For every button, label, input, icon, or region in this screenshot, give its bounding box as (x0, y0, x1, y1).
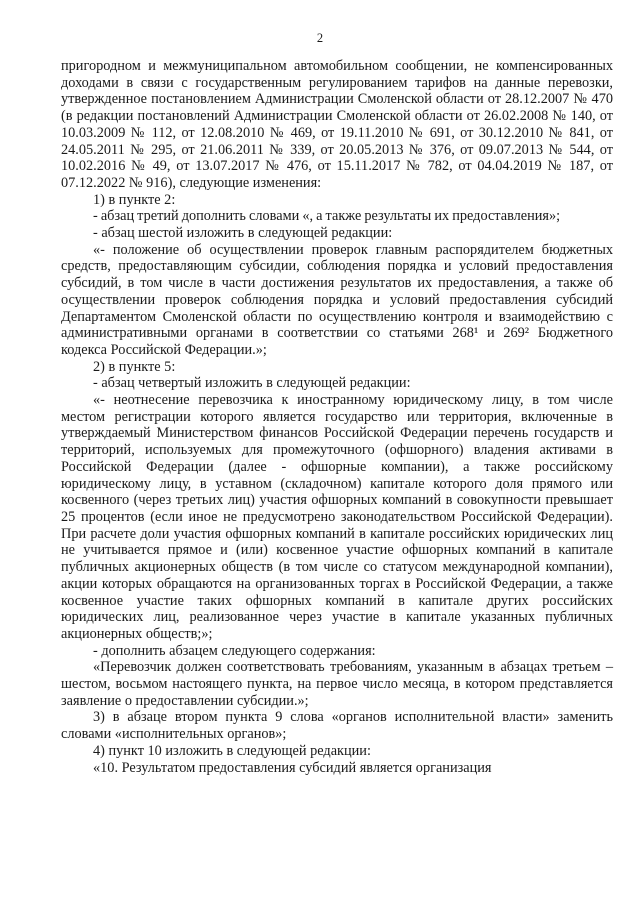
paragraph-amend-4: - абзац четвертый изложить в следующей редакции: (93, 375, 411, 392)
paragraph-amend-3: - абзац третий дополнить словами «, а также результаты их предоставления»; (93, 208, 561, 225)
paragraph-quote-carrier: «Перевозчик должен соответствовать требованиям, указанным в абзацах третьем – шестом, восьмом настоящего пункта, на первое число месяца, в котором представляется заявление о предоставлении субсидии.»; (61, 659, 613, 709)
paragraph-quote-10: «10. Результатом предоставления субсидий является организация (93, 759, 492, 776)
paragraph-item-1: 1) в пункте 2: (93, 191, 176, 208)
paragraph-item-2: 2) в пункте 5: (93, 358, 176, 375)
paragraph-quote-offshore: «- неотнесение перевозчика к иностранному юридическому лицу, в том числе местом регистрации которого является государство или территория, включенные в утверждаемый Министерством финансов Российской Федерации перечень государств и территорий, используемых для промежуточного (офшорного) владения активами в Российской Федерации (далее - офшорные компании), а также российскому юридическому лицу, в уставном (складочном) капитале которого доля прямого или косвенного (через третьих лиц) участия офшорных компаний в совокупности превышает 25 процентов (если иное не предусмотрено законодательством Российской Федерации). При расчете доли участия офшорных компаний в капитале российских юридических лиц не учитывается прямое и (или) косвенное участие офшорных компаний в капитале публичных акционерных обществ (в том числе со статусом международной компании), акции которых обращаются на организованных торгах в Российской Федерации, а также косвенное участие таких офшорных компаний в капитале других российских юридических лиц, реализованное через участие в капитале указанных публичных акционерных обществ;»; (61, 392, 613, 642)
paragraph-item-3: 3) в абзаце втором пункта 9 слова «органов исполнительной власти» заменить словами «исполнительных органов»; (61, 709, 613, 743)
paragraph-item-4: 4) пункт 10 изложить в следующей редакции: (93, 742, 371, 759)
page-number: 2 (316, 31, 324, 45)
document-body (61, 58, 613, 776)
paragraph-quote-inspections: «- положение об осуществлении проверок главным распорядителем бюджетных средств, предоставляющим субсидии, соблюдения порядка и условий предоставления субсидий, в том числе в части достижения результатов их предоставления, а также об осуществлении проверок соблюдения порядка и условий предоставления субсидий Департаментом Смоленской области по осуществлению контроля и взаимодействию с административными органами в соответствии со статьями 268¹ и 269² Бюджетного кодекса Российской Федерации.»; (61, 241, 613, 358)
paragraph-add: - дополнить абзацем следующего содержания: (93, 642, 376, 659)
paragraph-amend-6: - абзац шестой изложить в следующей редакции: (93, 225, 393, 242)
paragraph-intro: пригородном и межмуниципальном автомобильном сообщении, не компенсированных доходами в связи с государственным регулированием тарифов на данные перевозки, утвержденное постановлением Администрации Смоленской области от 28.12.2007 № 470 (в редакции постановлений Администрации Смоленской области от 26.02.2008 № 140, от 10.03.2009 № 112, от 12.08.2010 № 469, от 19.11.2010 № 691, от 30.12.2010 № 841, от 24.05.2011 № 295, от 21.06.2011 № 339, от 20.05.2013 № 376, от 09.07.2013 № 544, от 10.02.2016 № 49, от 13.07.2017 № 476, от 15.11.2017 № 782, от 04.04.2019 № 187, от 07.12.2022 № 916), следующие изменения: (61, 58, 613, 191)
